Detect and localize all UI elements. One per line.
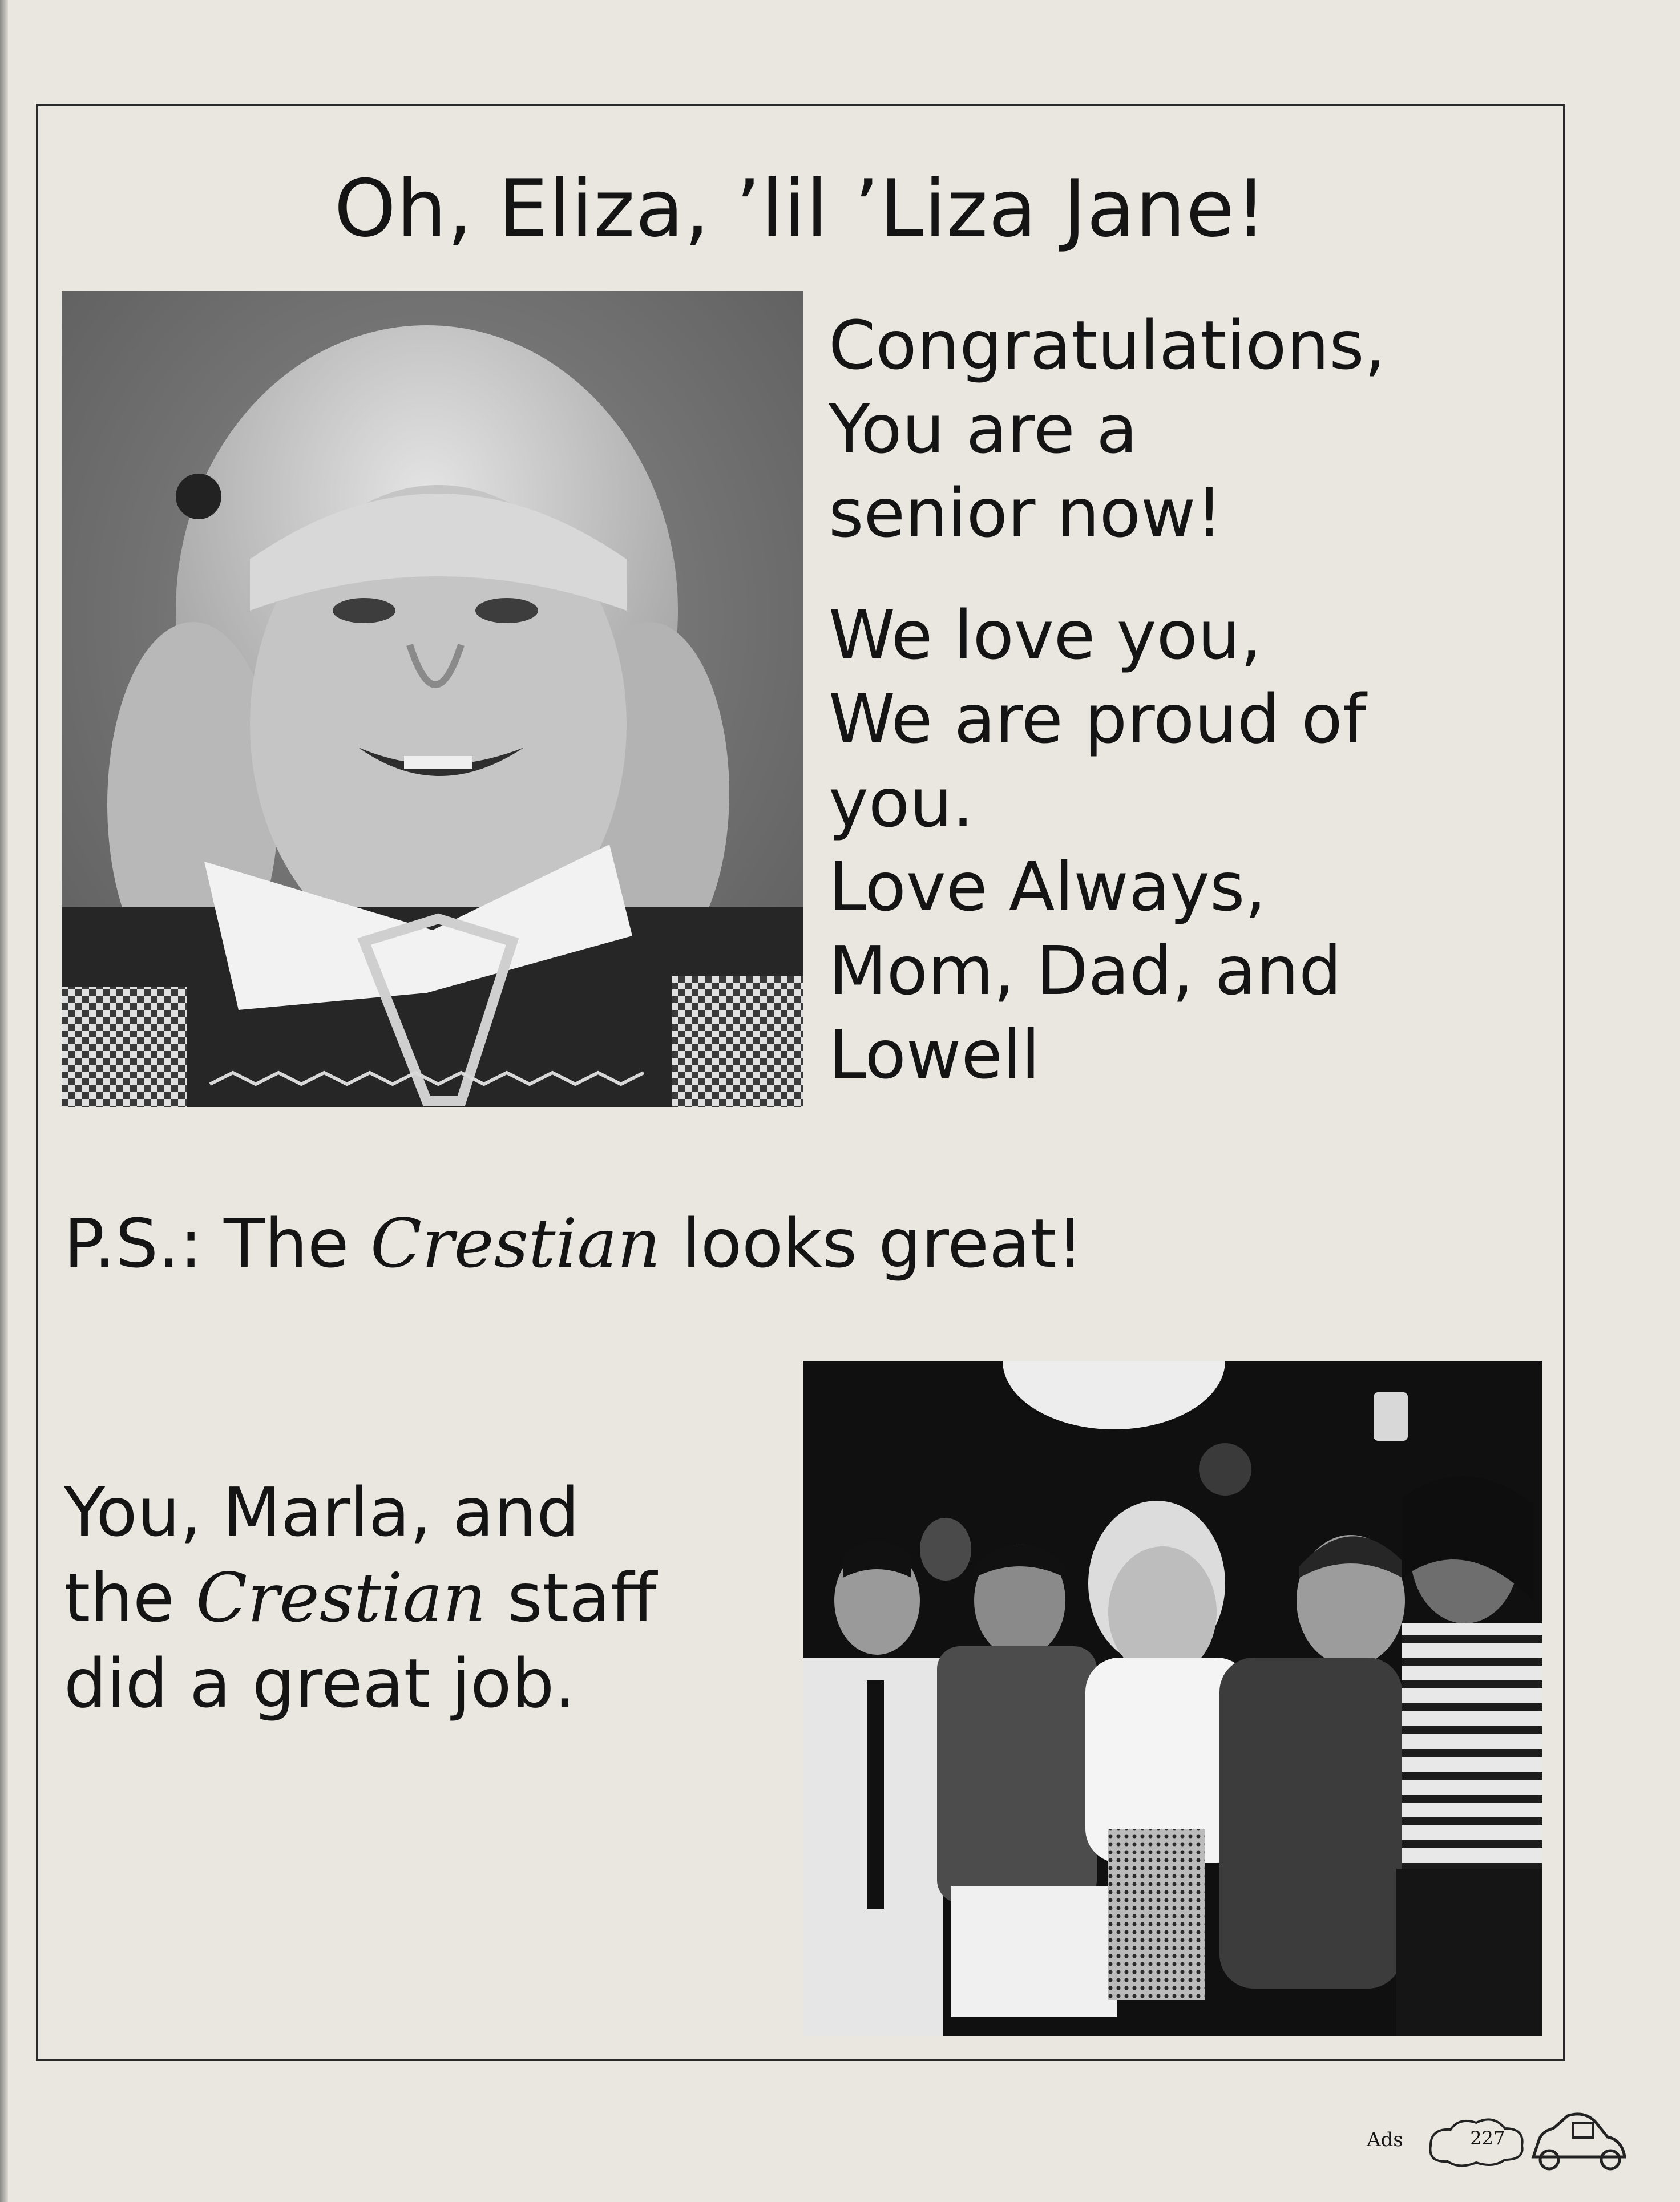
staff-group-photo	[803, 1361, 1542, 2036]
message-line: Mom, Dad, and	[829, 931, 1342, 1010]
postscript	[64, 1204, 1084, 1283]
message-line: Congratulations,	[829, 306, 1386, 385]
page-footer	[1367, 2106, 1630, 2174]
message-line: Love Always,	[829, 847, 1266, 926]
praise-line: did a great job.	[64, 1644, 576, 1723]
message-line: We love you,	[829, 596, 1262, 674]
praise-line: You, Marla, and	[64, 1473, 580, 1551]
message-line: We are proud of	[829, 680, 1367, 758]
message-line: Lowell	[829, 1015, 1040, 1094]
praise-line	[64, 1555, 657, 1641]
postscript-publication-name: Crestian	[370, 1204, 661, 1283]
ad-title: Oh, Eliza, ’lil ’Liza Jane!	[334, 163, 1267, 254]
congratulations-message	[829, 304, 1386, 555]
praise-publication-name: Crestian	[196, 1558, 486, 1637]
praise-line-prefix: the	[64, 1558, 175, 1637]
message-line: you.	[829, 763, 974, 842]
childhood-portrait-photo	[62, 291, 803, 1107]
car-and-cloud-icon	[1419, 2106, 1630, 2174]
love-message	[829, 593, 1366, 1097]
message-line: senior now!	[829, 474, 1223, 552]
message-line: You are a	[829, 390, 1138, 468]
staff-praise-message	[64, 1469, 657, 1726]
praise-line-suffix: staff	[507, 1558, 657, 1637]
page-number: 227	[1470, 2127, 1505, 2149]
section-label: Ads	[1367, 2128, 1403, 2151]
postscript-prefix: P.S.: The	[64, 1204, 349, 1283]
postscript-suffix: looks great!	[682, 1204, 1084, 1283]
page-binding-shadow	[0, 0, 8, 2202]
